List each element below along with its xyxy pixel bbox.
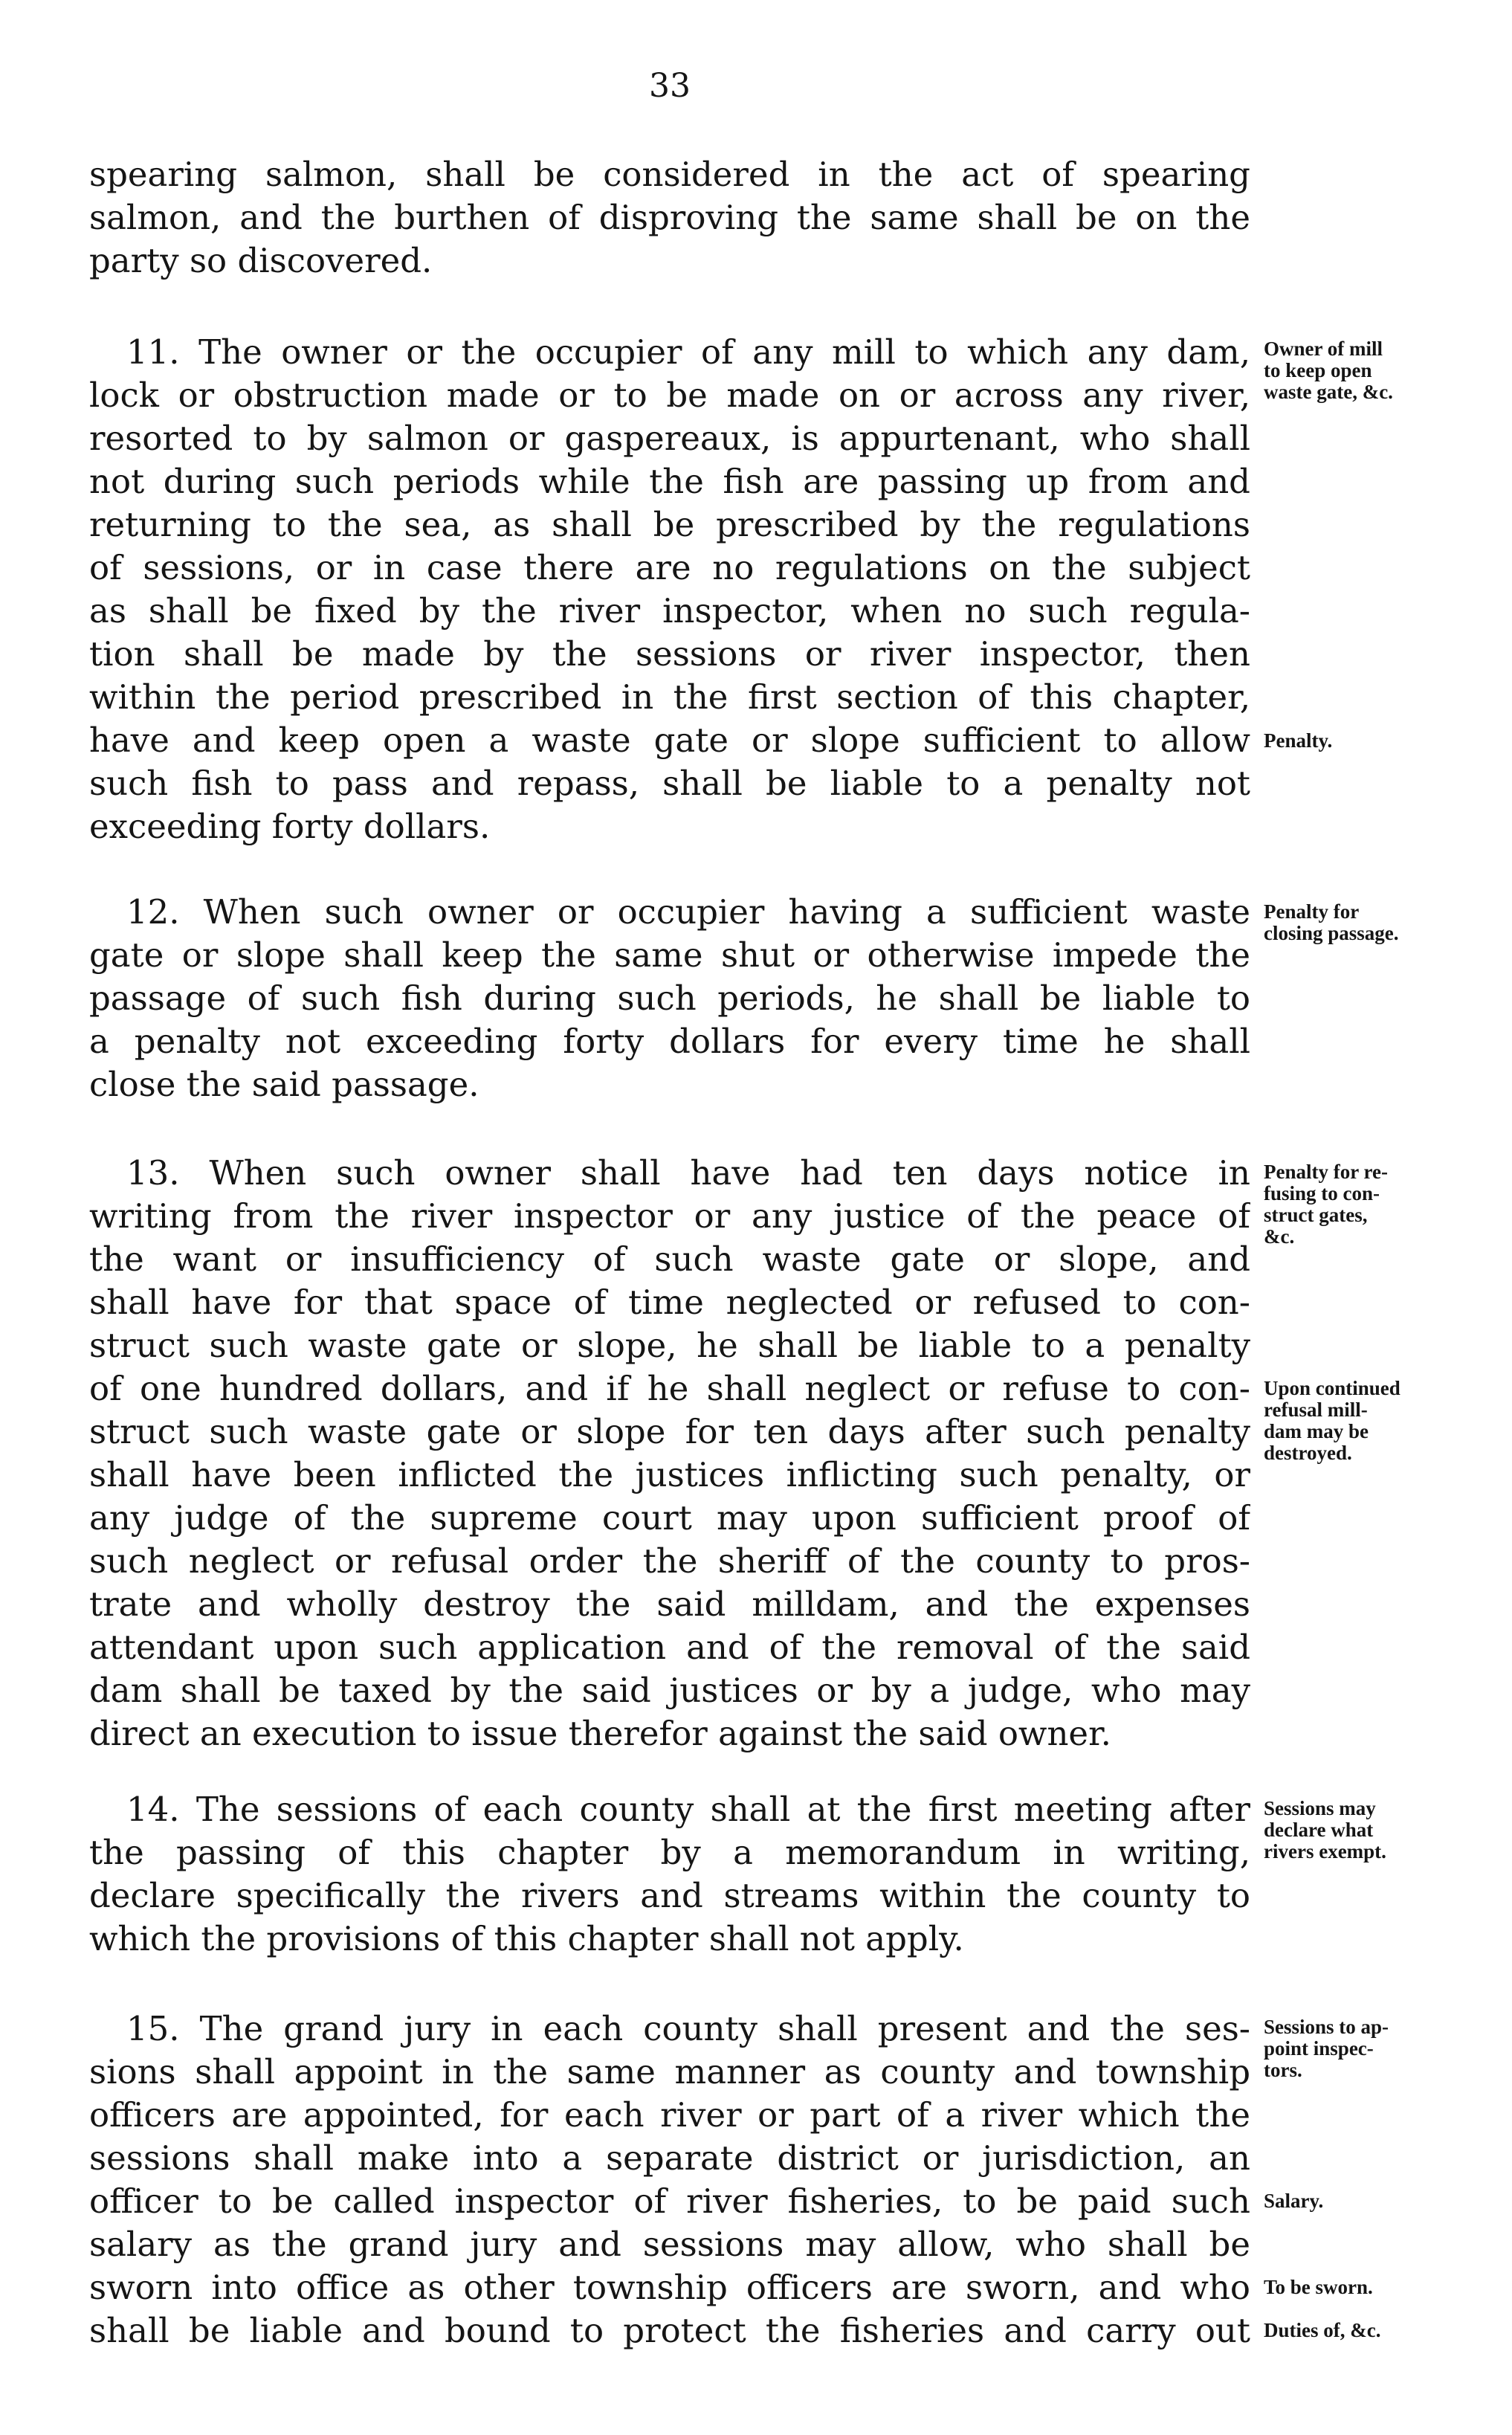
section-12	[89, 891, 1250, 1106]
margin-note-line: closing passage.	[1264, 922, 1399, 944]
margin-note	[1264, 901, 1487, 944]
margin-note-line: tors.	[1264, 2059, 1302, 2081]
margin-note-line: Sessions may	[1264, 1797, 1376, 1819]
margin-note-line: Penalty.	[1264, 729, 1333, 752]
text-line: declare specifically the rivers and streams within the county to	[89, 1876, 1250, 1915]
text-line: returning to the sea, as shall be prescribed by the regulations	[89, 505, 1250, 544]
text-line: shall have for that space of time neglected or refused to con-	[89, 1283, 1250, 1322]
margin-note-line: Sessions to ap-	[1264, 2016, 1389, 2038]
section-14	[89, 1788, 1250, 1961]
text-line: trate and wholly destroy the said milldam, and the expenses	[89, 1584, 1250, 1624]
margin-note	[1264, 2320, 1487, 2341]
text-line: close the said passage.	[89, 1065, 479, 1104]
text-line: gate or slope shall keep the same shut or otherwise impede the	[89, 935, 1250, 975]
margin-note-line: dam may be	[1264, 1420, 1369, 1442]
margin-note-line: Penalty for	[1264, 900, 1360, 923]
text-line: officers are appointed, for each river or part of a river which the	[89, 2095, 1250, 2135]
text-line: within the period prescribed in the first section of this chapter,	[89, 677, 1250, 717]
text-line: 14. The sessions of each county shall at the first meeting after	[126, 1790, 1250, 1829]
text-line: salmon, and the burthen of disproving the same shall be on the	[89, 198, 1250, 237]
text-line: party so discovered.	[89, 241, 433, 280]
text-line: shall have been inflicted the justices inflicting such penalty, or	[89, 1455, 1250, 1494]
text-line: not during such periods while the fish are passing up from and	[89, 462, 1250, 501]
margin-note-line: point inspec-	[1264, 2037, 1374, 2060]
margin-note	[1264, 2016, 1487, 2081]
text-line: lock or obstruction made or to be made on or across any river,	[89, 375, 1250, 415]
margin-note-line: to keep open	[1264, 359, 1372, 381]
text-line: spearing salmon, shall be considered in the act of spearing	[89, 155, 1250, 194]
margin-note-line: Salary.	[1264, 2190, 1324, 2212]
text-line: struct such waste gate or slope for ten days after such penalty	[89, 1412, 1250, 1451]
text-line: the want or insufficiency of such waste gate or slope, and	[89, 1239, 1250, 1279]
margin-note-line: To be sworn.	[1264, 2276, 1373, 2298]
section-13	[89, 1152, 1250, 1755]
margin-note	[1264, 730, 1487, 752]
margin-note-line: fusing to con-	[1264, 1182, 1380, 1204]
text-line: have and keep open a waste gate or slope sufficient to allow	[89, 720, 1250, 760]
text-line: dam shall be taxed by the said justices or by a judge, who may	[89, 1671, 1250, 1710]
margin-note-line: waste gate, &c.	[1264, 381, 1393, 403]
margin-note	[1264, 1161, 1487, 1248]
text-line: 11. The owner or the occupier of any mill to which any dam,	[126, 332, 1250, 372]
text-line: such fish to pass and repass, shall be liable to a penalty not	[89, 764, 1250, 803]
text-line: sworn into office as other township officers are sworn, and who	[89, 2268, 1250, 2307]
text-line: the passing of this chapter by a memorandum in writing,	[89, 1833, 1250, 1872]
text-line: 15. The grand jury in each county shall present and the ses-	[126, 2009, 1250, 2048]
text-line: exceeding forty dollars.	[89, 807, 491, 846]
margin-note-line: refusal mill-	[1264, 1399, 1368, 1421]
margin-note-line: Upon continued	[1264, 1377, 1400, 1399]
text-line: 12. When such owner or occupier having a sufficient waste	[126, 892, 1250, 932]
text-line: salary as the grand jury and sessions may allow, who shall be	[89, 2225, 1250, 2264]
text-line: of one hundred dollars, and if he shall neglect or refuse to con-	[89, 1369, 1250, 1408]
section-11	[89, 331, 1250, 848]
margin-note	[1264, 2190, 1487, 2212]
margin-note-line: Duties of, &c.	[1264, 2319, 1381, 2341]
text-line: officer to be called inspector of river fisheries, to be paid such	[89, 2181, 1250, 2221]
text-line: struct such waste gate or slope, he shall be liable to a penalty	[89, 1326, 1250, 1365]
text-line: shall be liable and bound to protect the fisheries and carry out	[89, 2311, 1250, 2350]
text-line: such neglect or refusal order the sheriff of the county to pros-	[89, 1541, 1250, 1581]
margin-note-line: Penalty for re-	[1264, 1161, 1388, 1183]
text-line: 13. When such owner shall have had ten days notice in	[126, 1153, 1250, 1193]
page-number: 33	[649, 67, 691, 105]
margin-note	[1264, 1378, 1487, 1464]
text-line: resorted to by salmon or gaspereaux, is appurtenant, who shall	[89, 419, 1250, 458]
margin-note	[1264, 2277, 1487, 2298]
margin-note-line: &c.	[1264, 1225, 1295, 1248]
text-line: as shall be fixed by the river inspector, when no such regula-	[89, 591, 1250, 630]
paragraph-continuation	[89, 153, 1250, 283]
margin-note-line: declare what	[1264, 1819, 1374, 1841]
text-line: attendant upon such application and of the removal of the said	[89, 1628, 1250, 1667]
margin-note-line: rivers exempt.	[1264, 1840, 1386, 1862]
text-line: of sessions, or in case there are no regulations on the subject	[89, 548, 1250, 587]
text-line: any judge of the supreme court may upon sufficient proof of	[89, 1498, 1250, 1538]
margin-note-line: Owner of mill	[1264, 338, 1383, 360]
text-line: passage of such fish during such periods, he shall be liable to	[89, 978, 1250, 1018]
text-line: sessions shall make into a separate district or jurisdiction, an	[89, 2138, 1250, 2178]
text-line: tion shall be made by the sessions or river inspector, then	[89, 634, 1250, 674]
text-line: which the provisions of this chapter shall not apply.	[89, 1919, 964, 1958]
margin-note-line: struct gates,	[1264, 1204, 1368, 1226]
section-15	[89, 2007, 1250, 2352]
margin-note-line: destroyed.	[1264, 1442, 1352, 1464]
text-line: writing from the river inspector or any justice of the peace of	[89, 1196, 1250, 1236]
text-line: direct an execution to issue therefor against the said owner.	[89, 1714, 1111, 1753]
text-line: a penalty not exceeding forty dollars for every time he shall	[89, 1022, 1250, 1061]
margin-note	[1264, 1798, 1487, 1862]
text-line: sions shall appoint in the same manner as county and township	[89, 2052, 1250, 2091]
margin-note	[1264, 338, 1487, 403]
